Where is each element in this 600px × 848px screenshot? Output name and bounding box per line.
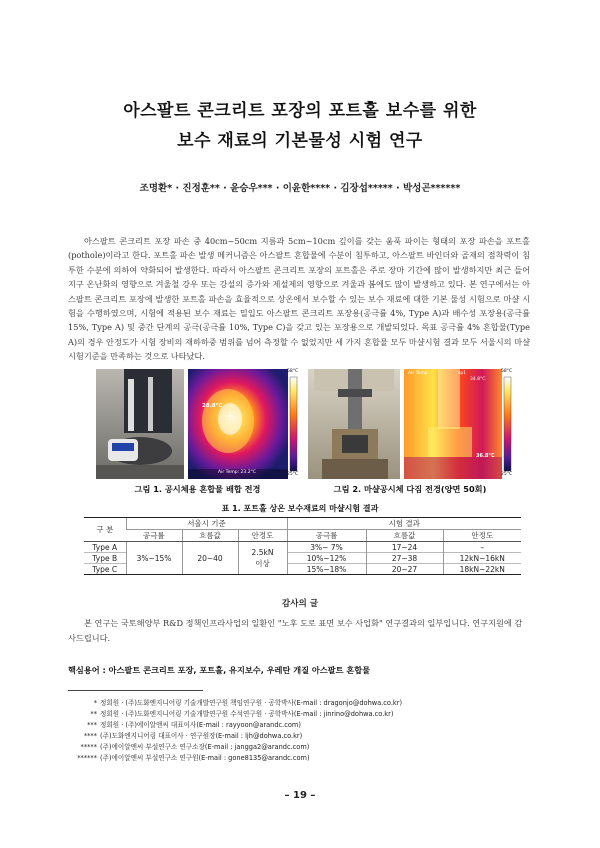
- figure1-photos: [96, 369, 299, 479]
- table-cell-void: 15%~18%: [287, 564, 366, 575]
- table-subheader: 흐름값: [366, 530, 443, 542]
- table1-caption: 표 1. 포트홀 상온 보수재료의 마샬시험 결과: [221, 504, 379, 513]
- figure2-spot-label: sp1: [458, 371, 467, 376]
- page-number: – 19 –: [284, 790, 316, 801]
- table-cell-stability: –: [443, 542, 521, 553]
- table-cell-void: 3%~ 7%: [287, 542, 366, 553]
- footnote-text: 정회원 · (주)도화엔지니어링 기술개발연구원 책임연구원 · 공학박사(E-mail : dragonjo@dohwa.co.kr): [100, 699, 403, 707]
- figure2-scale-max: 58°C: [501, 369, 513, 374]
- footnote-text: (주)도화엔지니어링 대표이사 · 연구원장(E-mail : ljh@dohwa.co.kr): [100, 732, 303, 740]
- table-row-type: Type C: [84, 564, 126, 575]
- footnote-mark: ***: [87, 721, 97, 729]
- figure1-caption: 그림 1. 공시체용 혼합물 배합 전경: [134, 484, 261, 494]
- table-header-division: 구 분: [84, 518, 126, 542]
- table-subheader: 안정도: [443, 530, 521, 542]
- table-row-type: Type B: [84, 553, 126, 564]
- table-cell-flow: 17~24: [366, 542, 443, 553]
- footnote-4: [70, 730, 302, 740]
- table-std-void: 3%~15%: [126, 542, 182, 575]
- footnote-5: [70, 741, 309, 751]
- figure1-temp-tag: 28.8°C: [202, 403, 223, 409]
- footnote-1: [70, 697, 402, 707]
- footnote-6: [70, 752, 310, 762]
- table-std-stability-suffix: 이상: [255, 559, 270, 568]
- author-list: 조명환* · 진정훈** · 윤승우*** · 이윤한**** · 김장섭***** · 박성곤******: [139, 183, 461, 194]
- table-cell-flow: 27~38: [366, 553, 443, 564]
- footnote-divider: [68, 690, 203, 691]
- footnote-text: (주)에이알앤씨 부설연구소 연구소장(E-mail : jangga2@arandc.com): [100, 743, 310, 751]
- footnote-2: [70, 708, 393, 718]
- table-cell-flow: 20~27: [366, 564, 443, 575]
- footnote-mark: *: [93, 699, 97, 707]
- table-std-stability-value: 2.5kN: [251, 548, 274, 557]
- figure2-scale-min: 25°C: [501, 472, 513, 477]
- figure1-scale-min: 25°C: [287, 472, 299, 477]
- footnote-mark: *****: [80, 743, 97, 751]
- figure2-photo-compactor: [308, 369, 512, 479]
- table-cell-stability: 18kN~22kN: [443, 564, 521, 575]
- footnote-text: 정회원 · (주)도화엔지니어링 기술개발연구원 수석연구원 · 공학박사(E-mail : jinrino@dohwa.co.kr): [100, 710, 394, 718]
- table-row-type: Type A: [92, 542, 118, 552]
- table-subheader: 공극률: [126, 530, 182, 542]
- footnote-3: [70, 719, 301, 729]
- footnote-text: (주)에이알앤씨 부설연구소 연구원(E-mail : gone8135@arandc.com): [100, 754, 310, 762]
- figure2-overlay-text: Air Temp: [408, 371, 428, 376]
- table-cell-stability: 12kN~16kN: [443, 553, 521, 564]
- figure2-photos: [308, 369, 512, 479]
- marshall-results-table: [84, 517, 521, 575]
- keywords-line: 핵심용어 : 아스팔트 콘크리트 포장, 포트홀, 유지보수, 우레탄 개질 아스팔트 혼합물: [68, 665, 371, 675]
- footnote-text: 정회원 · (주)에이알앤씨 대표이사(E-mail : rayyoon@arandc.com): [100, 721, 301, 729]
- figure2-caption: 그림 2. 마샬공시체 다짐 전경(양면 50회): [333, 484, 487, 494]
- table-cell-void: 10%~12%: [287, 553, 366, 564]
- acknowledgment-text: 본 연구는 국토해양부 R&D 정책인프라사업의 일환인 "노후 도로 표면 보수 사업화" 연구결과의 일부입니다. 연구지원에 감사드립니다.: [68, 618, 523, 643]
- acknowledgment-title: 감사의 글: [281, 599, 319, 609]
- footnote-mark: ******: [77, 754, 97, 762]
- figure1-overlay-text: Air Temp: 23.2°C: [218, 470, 256, 475]
- table-std-stability: [238, 542, 287, 575]
- table-header-standard: 서울시 기준: [126, 518, 287, 530]
- figure2-temp-tag: 36.8°C: [476, 453, 495, 459]
- table-subheader: 안정도: [238, 530, 287, 542]
- footnote-mark: ****: [83, 732, 97, 740]
- figure2-spot-temp: 34.8°C: [470, 377, 486, 382]
- table-subheader: 흐름값: [182, 530, 238, 542]
- abstract-paragraph: 아스팔트 콘크리트 포장 파손 중 40cm~50cm 지름과 5cm~10cm 깊이를 갖는 움푹 파이는 형태의 포장 파손을 포트홀(pothole)이라고 한다. 포트홀 파손 발생 메커니즘은 아스팔트 혼합물에 수분이 침투하고, 아스팔트 바인더와 골재의 점착력이 침투한 수분에 의하여 약화되어 발생한다. 따라서 아스팔트 콘크리트 포장의 포트홀은 주로 장마 기간에 많이 발생하지만 최근 들어 지구 온난화의 영향으로 겨울철 강우 또는 강설의 증가와 제설제의 영향으로 겨울과 봄에도 많이 발생하고 있다. 본 연구에서는 아스팔트 콘크리트 포장에 발생한 포트홀 파손을 효율적으로 상온에서 보수할 수 있는 보수 재료에 대한 기본 물성 시험으로 마샬 시험을 수행하였으며, 시험에 적용된 보수 재료는 밀입도 아스팔트 콘크리트 포장용(공극률 4%, Type A)과 배수성 포장용(공극률 15%, Type A) 및 중간 단계의 공극(공극률 10%, Type C)을 갖고 있는 포장용으로 개발되었다. 목표 공극률 4% 혼합물(Type A)의 경우 안정도가 시험 장비의 재하하중 범위를 넘어 측정할 수 없었지만 세 가지 혼합물 모두 마샬시험 결과 모두 서울시의 마샬시험기준을 만족하는 것으로 나타났다.: [68, 236, 530, 362]
- figure1-photo-worker: [96, 369, 299, 479]
- table-std-flow: 20~40: [182, 542, 238, 575]
- table-header-results: 시험 결과: [287, 518, 521, 530]
- figure1-scale-max: 58°C: [287, 369, 299, 374]
- table-subheader: 공극률: [287, 530, 366, 542]
- paper-title-line1: 아스팔트 콘크리트 포장의 포트홀 보수를 위한: [123, 101, 477, 121]
- paper-title-line2: 보수 재료의 기본물성 시험 연구: [177, 131, 423, 151]
- footnote-mark: **: [90, 710, 97, 718]
